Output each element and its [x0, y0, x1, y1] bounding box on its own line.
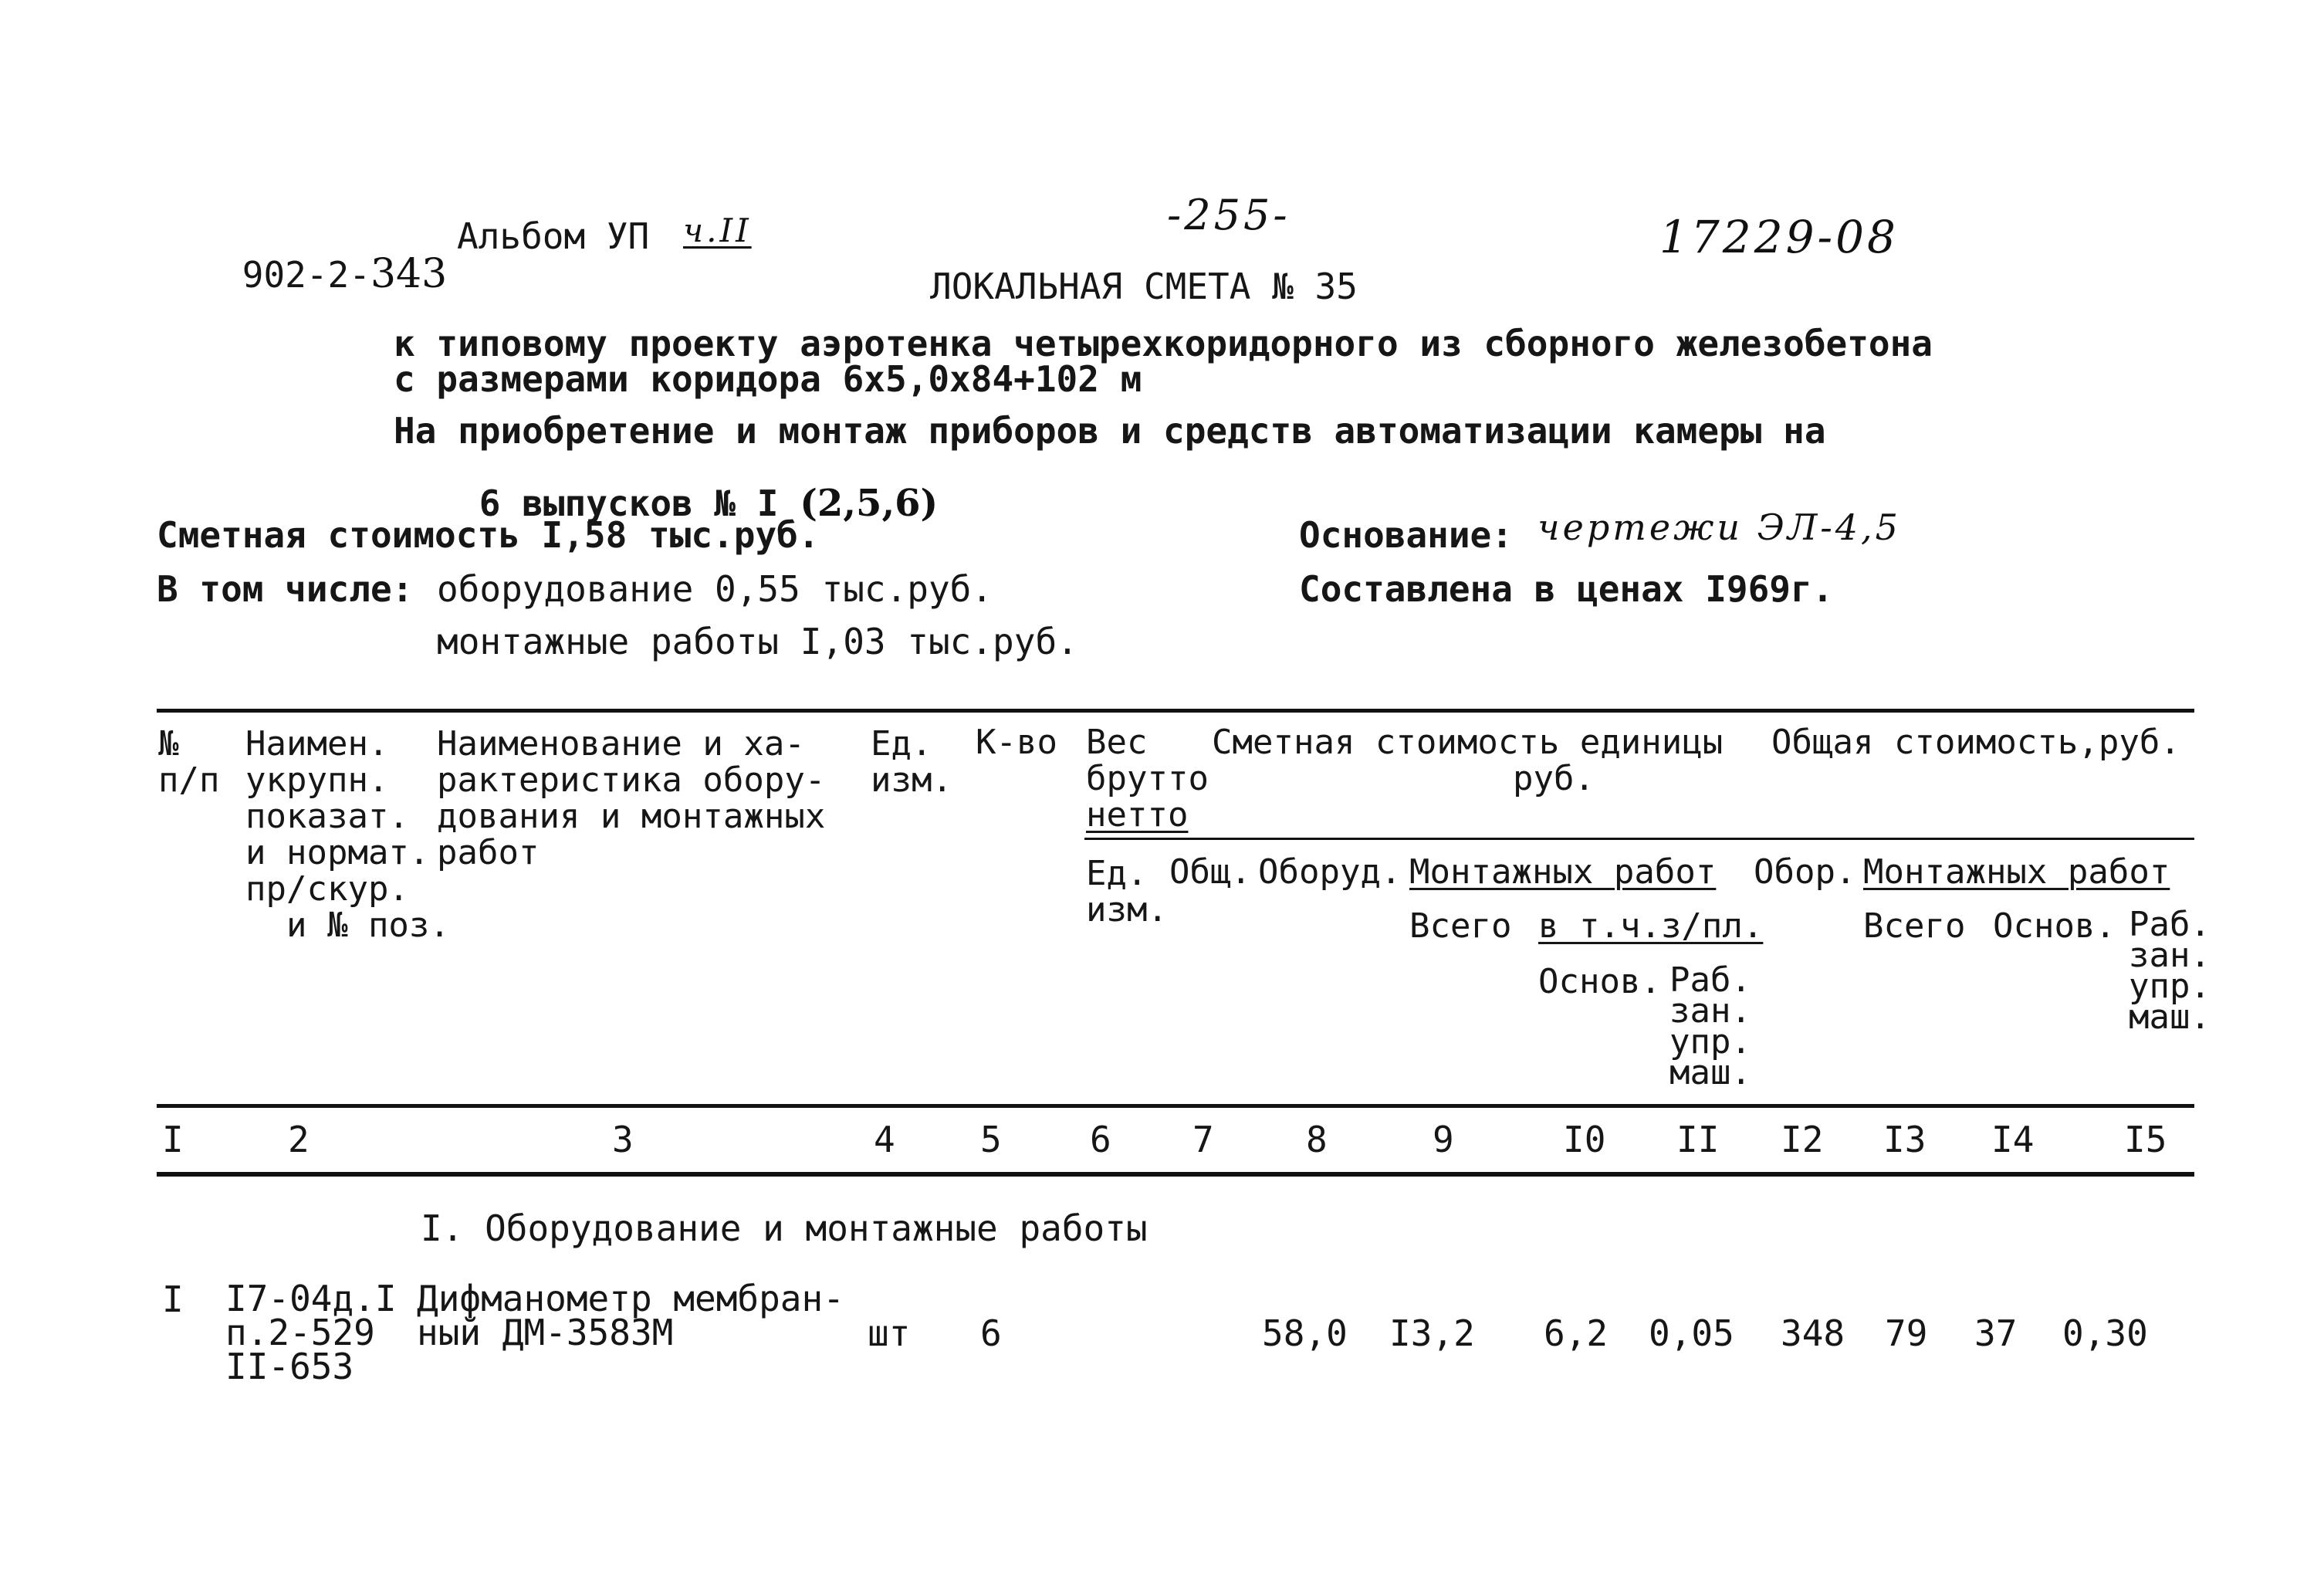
row-install-unit-total: I3,2	[1389, 1312, 1475, 1354]
col-header-num: № п/п	[158, 724, 220, 800]
col-header-qty: К-во	[976, 723, 1057, 762]
col-header-equip-unit: Оборуд.	[1258, 852, 1402, 892]
column-number: 4	[874, 1119, 895, 1160]
table-header-bottom-rule	[157, 1104, 2194, 1108]
column-number: I0	[1563, 1119, 1606, 1160]
column-number: 5	[980, 1119, 1002, 1160]
row-qty: 6	[980, 1312, 1002, 1354]
row-unit: шт	[868, 1312, 911, 1354]
basis-value: чертежи ЭЛ-4,5	[1537, 506, 1901, 548]
col-header-unit-cost-rub: руб.	[1513, 759, 1595, 798]
table-numbers-rule	[157, 1172, 2194, 1177]
page-number: -255-	[1167, 191, 1291, 239]
row-equip-total: 348	[1781, 1312, 1845, 1354]
subtitle-line-4-handwritten: (2,5,6)	[800, 482, 939, 525]
row-norm: I7-04д.I п.2-529 II-653	[225, 1278, 397, 1387]
col-header-install-total: Монтажных работ	[1863, 852, 2170, 892]
album-label: Альбом УП	[457, 215, 650, 257]
col-header-total-sum: Всего	[1863, 906, 1966, 946]
cost-incl-label: В том числе:	[157, 568, 414, 610]
subtitle-line-3: На приобретение и монтаж приборов и средств автоматизации камеры на	[394, 410, 1826, 452]
col-header-weight-unit: Ед. изм.	[1086, 854, 1168, 930]
col-header-gross: брутто	[1086, 759, 1209, 798]
col-header-weight-total: Общ.	[1169, 852, 1251, 892]
column-number: I3	[1883, 1119, 1927, 1160]
column-number: 8	[1306, 1119, 1328, 1160]
col-header-net: нетто	[1086, 795, 1189, 835]
price-basis: Составлена в ценах I969г.	[1299, 568, 1834, 610]
cost-equipment: оборудование 0,55 тыс.руб.	[437, 568, 993, 610]
inventory-number: 17229-08	[1659, 211, 1899, 263]
column-number: 6	[1090, 1119, 1111, 1160]
column-number: 3	[612, 1119, 634, 1160]
column-number: 9	[1433, 1119, 1454, 1160]
row-install-basic-total: 37	[1974, 1312, 2018, 1354]
col-header-incl-wages: в т.ч.з/пл.	[1538, 906, 1764, 946]
col-header-install-sum: Всего	[1409, 906, 1512, 946]
row-number: I	[162, 1278, 184, 1320]
col-header-unit-cost: Сметная стоимость единицы	[1212, 723, 1724, 762]
col-header-basic-wages: Основ.	[1538, 962, 1661, 1001]
subtitle-line-2: с размерами коридора 6x5,0x84+102 м	[394, 358, 1142, 400]
col-header-unit: Ед. изм.	[871, 724, 952, 800]
col-header-total-machine: Раб. зан. упр. маш.	[2129, 905, 2211, 1037]
estimate-title: ЛОКАЛЬНАЯ СМЕТА № 35	[930, 266, 1358, 307]
row-install-unit-machine: 0,05	[1649, 1312, 1734, 1354]
cost-installation: монтажные работы I,03 тыс.руб.	[437, 621, 1078, 662]
column-number: 2	[288, 1119, 310, 1160]
subtitle-line-1: к типовому проекту аэротенка четырехкоридорного из сборного железобетона	[394, 323, 1933, 364]
table-top-rule	[157, 709, 2194, 713]
col-header-name: Наименование и ха- рактеристика обору- дования и монтажных работ	[437, 724, 826, 872]
part-number: ч.II	[683, 212, 752, 249]
row-install-unit-basic: 6,2	[1544, 1312, 1609, 1354]
col-header-equip-total: Обор.	[1754, 852, 1856, 892]
row-equip-unit-cost: 58,0	[1262, 1312, 1348, 1354]
row-install-machine-total: 0,30	[2062, 1312, 2148, 1354]
col-header-total-basic: Основ.	[1993, 906, 2116, 946]
row-install-total: 79	[1885, 1312, 1928, 1354]
table-subheader-rule	[1084, 838, 2194, 840]
doc-code-printed: 902-2-	[242, 254, 370, 296]
basis-label: Основание:	[1299, 514, 1513, 556]
column-number: I5	[2124, 1119, 2167, 1160]
row-item-name: Дифманометр мембран- ный ДМ-3583М	[417, 1278, 844, 1353]
column-number: I4	[1991, 1119, 2035, 1160]
col-header-machine-wages: Раб. зан. упр. маш.	[1669, 960, 1751, 1092]
doc-code-handwritten: 343	[370, 251, 448, 297]
col-header-install-unit: Монтажных работ	[1409, 852, 1717, 892]
cost-total: Сметная стоимость I,58 тыс.руб.	[157, 514, 820, 556]
column-number: II	[1676, 1119, 1720, 1160]
col-header-weight: Вес	[1086, 723, 1148, 762]
col-header-total-cost: Общая стоимость,руб.	[1771, 723, 2180, 762]
column-number: I	[162, 1119, 184, 1160]
section-title: I. Оборудование и монтажные работы	[421, 1207, 1148, 1249]
subtitle-line-4-prefix: 6 выпусков № I	[479, 483, 779, 524]
column-number: 7	[1192, 1119, 1214, 1160]
doc-code	[157, 218, 447, 330]
col-header-norm: Наимен. укрупн. показат. и нормат. пр/скур. и № поз.	[245, 724, 450, 945]
column-number: I2	[1781, 1119, 1824, 1160]
